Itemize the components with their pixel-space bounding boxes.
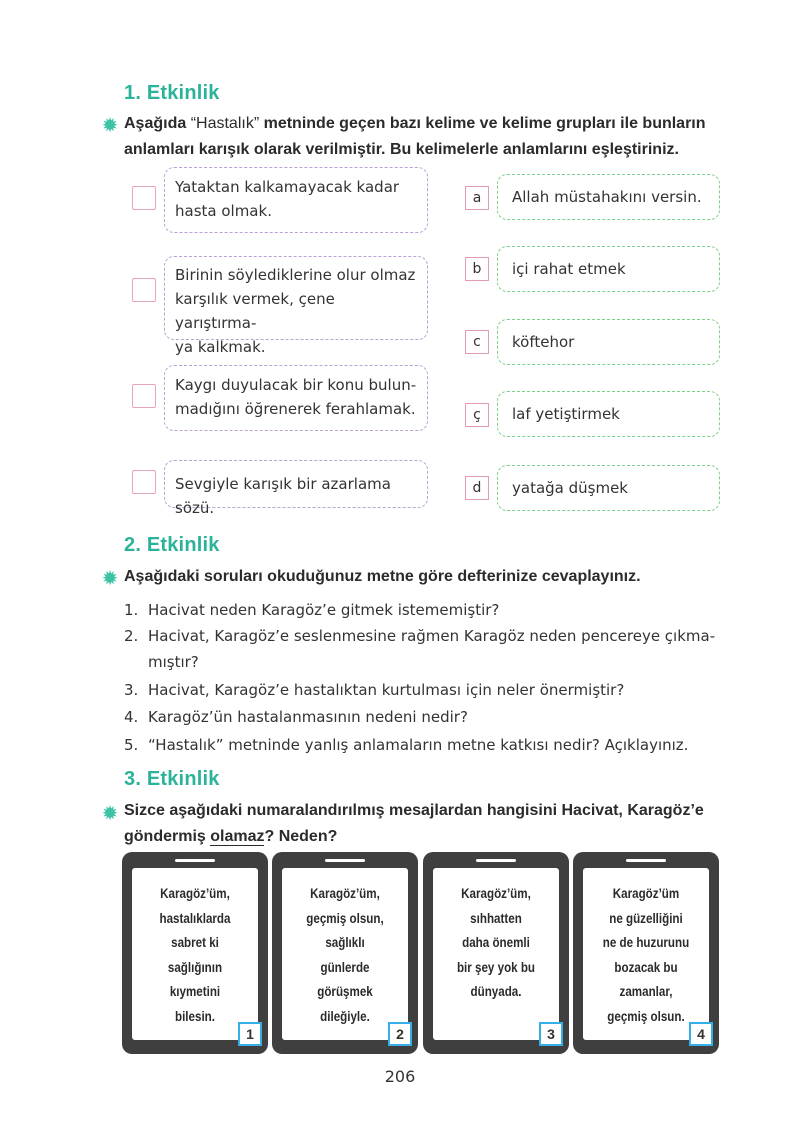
- right-item-b: içi rahat etmek: [497, 246, 720, 292]
- phone-message-4: [573, 852, 719, 1054]
- phone-message-2: [272, 852, 418, 1054]
- message-number-badge: 1: [238, 1022, 262, 1046]
- page-number: 206: [384, 1067, 416, 1086]
- question-item: 5. “Hastalık” metninde yanlış anlamaların metne katkısı nedir? Açıklayınız.: [124, 736, 689, 754]
- star-bullet-icon: ✹: [101, 113, 119, 137]
- phone-screen: [132, 868, 258, 1040]
- left-item-2: Birinin söylediklerine olur olmaz karşılık vermek, çene yarıştırma- ya kalkmak.: [164, 256, 428, 340]
- phone-message-1: [122, 852, 268, 1054]
- question-item: 1. Hacivat neden Karagöz’e gitmek istememiştir?: [124, 601, 500, 619]
- star-bullet-icon: ✹: [101, 566, 119, 590]
- question-item: 3. Hacivat, Karagöz’e hastalıktan kurtulması için neler önermiştir?: [124, 681, 625, 699]
- activity-3-instruction: Sizce aşağıdaki numaralandırılmış mesajlardan hangisini Hacivat, Karagöz’e göndermiş olamaz? Neden?: [124, 802, 704, 845]
- letter-a-box: a: [465, 186, 489, 210]
- match-checkbox[interactable]: [132, 384, 156, 408]
- left-item-3: Kaygı duyulacak bir konu bulun- madığını öğrenerek ferahlamak.: [164, 365, 428, 431]
- question-item: 2. Hacivat, Karagöz’e seslenmesine rağmen Karagöz neden pencereye çıkma- mıştır?: [124, 627, 716, 671]
- right-item-c-cedilla: laf yetiştirmek: [497, 391, 720, 437]
- right-item-a: Allah müstahakını versin.: [497, 174, 720, 220]
- phone-speaker-icon: [476, 859, 516, 862]
- question-item: 4. Karagöz’ün hastalanmasının nedeni nedir?: [124, 708, 468, 726]
- message-text: Karagöz’üm, geçmiş olsun, sağlıklı günlerde görüşmek dileğiyle.: [306, 886, 384, 1024]
- letter-d-box: d: [465, 476, 489, 500]
- message-number-badge: 4: [689, 1022, 713, 1046]
- phone-screen: [583, 868, 709, 1040]
- left-item-4: Sevgiyle karışık bir azarlama sözü.: [164, 460, 428, 508]
- activity-2-instruction: Aşağıdaki soruları okuduğunuz metne göre defterinize cevaplayınız.: [124, 568, 641, 585]
- activity-1-heading: 1. Etkinlik: [124, 82, 220, 104]
- match-checkbox[interactable]: [132, 470, 156, 494]
- phone-screen: [282, 868, 408, 1040]
- underlined-word: olamaz: [210, 828, 265, 845]
- activity-3-heading: 3. Etkinlik: [124, 768, 220, 790]
- right-item-d: yatağa düşmek: [497, 465, 720, 511]
- message-text: Karagöz’üm ne güzelliğini ne de huzurunu bozacak bu zamanlar, geçmiş olsun.: [602, 886, 690, 1024]
- match-checkbox[interactable]: [132, 186, 156, 210]
- letter-c-box: c: [465, 330, 489, 354]
- activity-1-instruction: Aşağıda “Hastalık” metninde geçen bazı kelime ve kelime grupları ile bunların anlamları karışık olarak verilmiştir. Bu kelimelerle anlamlarını eşleştiriniz.: [124, 115, 706, 158]
- left-item-1: Yataktan kalkamayacak kadar hasta olmak.: [164, 167, 428, 233]
- phone-screen: [433, 868, 559, 1040]
- message-text: Karagöz’üm, sıhhatten daha önemli bir şey yok bu dünyada.: [456, 886, 536, 999]
- message-number-badge: 3: [539, 1022, 563, 1046]
- phone-message-3: [423, 852, 569, 1054]
- message-text: Karagöz’üm, hastalıklarda sabret ki sağlığının kıymetini bilesin.: [159, 886, 231, 1024]
- right-item-c: köftehor: [497, 319, 720, 365]
- phone-speaker-icon: [626, 859, 666, 862]
- message-number-badge: 2: [388, 1022, 412, 1046]
- letter-c-cedilla-box: ç: [465, 403, 489, 427]
- letter-b-box: b: [465, 257, 489, 281]
- phone-speaker-icon: [325, 859, 365, 862]
- star-bullet-icon: ✹: [101, 801, 119, 825]
- phone-speaker-icon: [175, 859, 215, 862]
- activity-2-heading: 2. Etkinlik: [124, 534, 220, 556]
- match-checkbox[interactable]: [132, 278, 156, 302]
